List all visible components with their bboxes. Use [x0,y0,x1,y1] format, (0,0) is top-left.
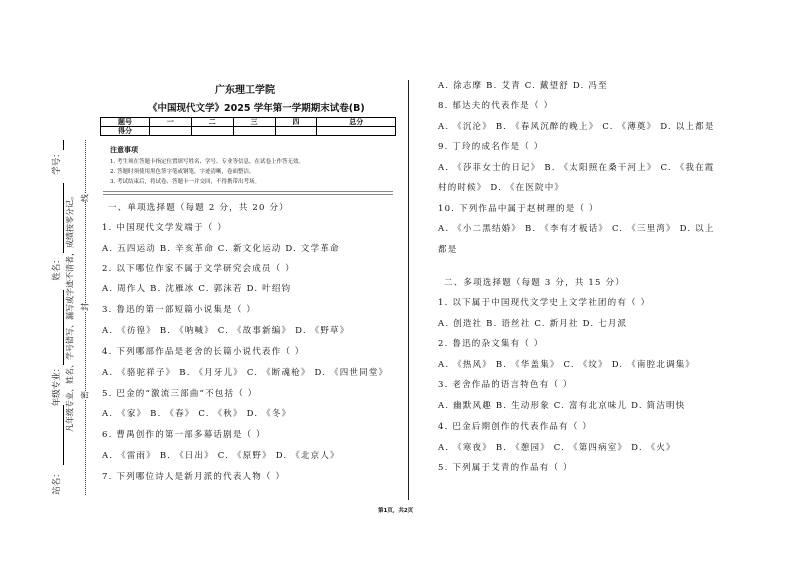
notes-title: 注意事项 [110,146,138,154]
note-item: 1. 考生须在答题卡指定位置填写姓名、学号、专业等信息，在试卷上作答无效。 [110,159,304,165]
question-line: 1. 以下属于中国现代文学史上文学社团的有（ ） [438,298,651,308]
score-row [101,127,396,136]
question-line: A. 《彷徨》 B. 《呐喊》 C. 《故事新编》 D. 《野草》 [102,326,350,336]
question-line: A. 《小二黑结婚》 B. 《李有才板话》 C. 《三里湾》 D. 以上 [438,224,715,234]
question-line: 都是 [438,245,458,255]
student-id-field[interactable] [63,140,64,150]
row-label: 得分 [101,127,150,136]
question-line: 1. 中国现代文学发端于（ ） [102,223,228,233]
question-line: 村的时候》 D. 《在医院中》 [438,183,565,193]
question-line: A. 创造社 B. 语丝社 C. 新月社 D. 七月派 [438,319,628,329]
question-line: 5. 下列属于艾青的作品有（ ） [438,463,573,473]
label-major: 年级专业： [52,363,62,407]
note-item: 2. 答题时须使用黑色签字笔或钢笔，字迹清晰，卷面整洁。 [110,169,255,175]
score-table [100,117,396,136]
station-field[interactable] [63,405,64,465]
note-item: 3. 考试结束后，将试卷、答题卡一并交回，不得携带出考场。 [110,179,260,185]
header-cell: 题号 [101,118,150,127]
name-field[interactable] [63,183,64,253]
question-line: A. 《雷雨》 B. 《日出》 C. 《原野》 D. 《北京人》 [102,451,340,461]
question-line: A. 《家》 B. 《春》 C. 《秋》 D. 《冬》 [102,409,292,419]
question-line: 9. 丁玲的成名作是（ ） [438,142,544,152]
column-divider [408,80,409,500]
question-line: A. 徐志摩 B. 艾青 C. 戴望舒 D. 冯至 [438,81,608,91]
page-footer: 第1页，共2页 [378,508,414,514]
question-line: A. 《沉沦》 B. 《春风沉醉的晚上》 C. 《薄奠》 D. 以上都是 [438,122,715,132]
header-cell: 三 [233,118,275,127]
school-name: 广东理工学院 [215,85,275,96]
seal-mark-feng: 封 [80,303,90,311]
question-line: 8. 郁达夫的代表作是（ ） [438,101,554,111]
question-line: A. 《寒夜》 B. 《憩园》 C. 《第四病室》 D. 《火》 [438,443,676,453]
question-line: 2. 以下哪位作家不属于文学研究会成员（ ） [102,264,295,274]
seal-mark-xian: 线 [80,194,90,202]
score-cell[interactable] [191,127,233,136]
exam-title: 《中国现代文学》2025 学年第一学期期末试卷(B) [148,103,365,114]
question-line: A. 《骆驼祥子》 B. 《月牙儿》 C. 《断魂枪》 D. 《四世同堂》 [102,368,389,378]
question-line: A. 《热风》 B. 《华盖集》 C. 《坟》 D. 《南腔北调集》 [438,360,696,370]
question-line: 4. 下列哪部作品是老舍的长篇小说代表作（ ） [102,347,305,357]
question-line: 4. 巴金后期创作的代表作品有（ ） [438,422,593,432]
question-line: 5. 巴金的“激流三部曲”不包括（ ） [102,389,258,399]
score-cell[interactable] [150,127,192,136]
question-line: A. 五四运动 B. 辛亥革命 C. 新文化运动 D. 文学革命 [102,244,340,254]
question-line: 7. 下列哪位诗人是新月派的代表人物（ ） [102,472,286,482]
score-cell[interactable] [317,127,396,136]
section-heading: 一、单项选择题（每题 2 分，共 20 分） [108,203,289,213]
header-cell: 二 [191,118,233,127]
header-cell: 总分 [317,118,396,127]
section-heading: 二、多项选择题（每题 3 分，共 15 分） [444,278,625,288]
binding-warning: 凡年级专业、姓名、学号错写、漏写或字迹不清者，成绩按零分记。 [65,192,75,432]
question-line: A. 幽默风趣 B. 生动形象 C. 富有北京味儿 D. 简洁明快 [438,401,686,411]
double-divider [103,191,393,195]
question-line: 6. 曹禺创作的第一部多幕话剧是（ ） [102,430,266,440]
header-cell: 一 [150,118,192,127]
label-name: 姓名： [52,255,62,281]
score-cell[interactable] [275,127,317,136]
question-line: 10. 下列作品中属于赵树理的是（ ） [438,204,599,214]
question-line: 3. 老舍作品的语言特色有（ ） [438,380,573,390]
major-field[interactable] [63,290,64,365]
seal-mark-mi: 密 [80,391,90,399]
question-line: 2. 鲁迅的杂文集有（ ） [438,339,544,349]
score-cell[interactable] [233,127,275,136]
question-line: 3. 鲁迅的第一部短篇小说集是（ ） [102,305,257,315]
question-line: A. 周作人 B. 沈雁冰 C. 郭沫若 D. 叶绍钧 [102,284,292,294]
header-cell: 四 [275,118,317,127]
score-table-header [101,118,396,127]
label-station: 站名： [52,469,62,495]
label-student-id: 学号： [52,149,62,175]
question-line: A. 《莎菲女士的日记》 B. 《太阳照在桑干河上》 C. 《我在霞 [438,163,715,173]
